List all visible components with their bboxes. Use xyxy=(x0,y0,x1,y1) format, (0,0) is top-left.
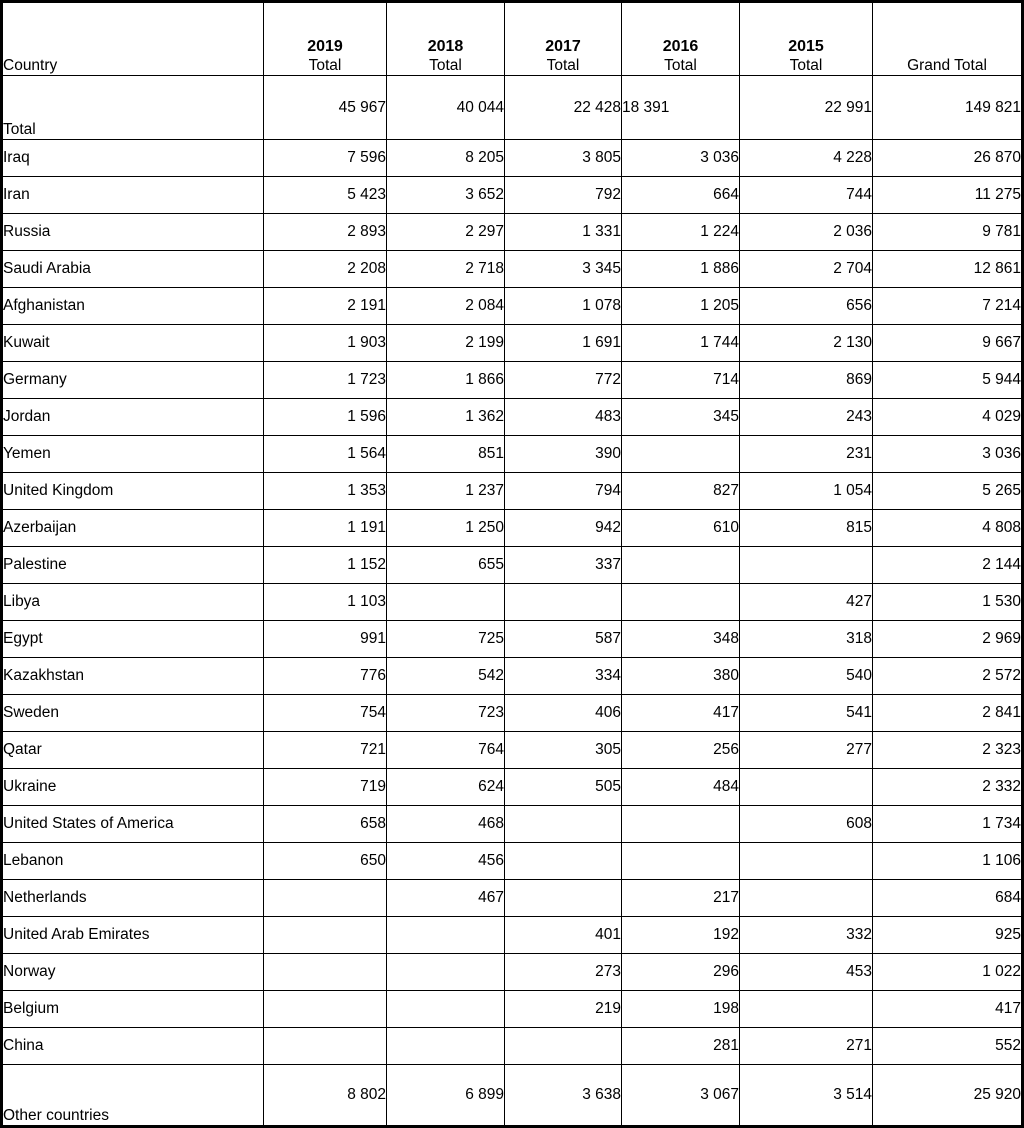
row-value-2019: 1 103 xyxy=(264,584,387,621)
row-value-2019: 1 903 xyxy=(264,325,387,362)
total-row-2019: 45 967 xyxy=(264,76,387,140)
row-value-grand-total: 417 xyxy=(873,991,1023,1028)
column-header-2019[interactable] xyxy=(264,2,387,76)
row-value-2017: 1 331 xyxy=(505,214,622,251)
row-country-label: Belgium xyxy=(2,991,264,1028)
row-value-grand-total: 9 781 xyxy=(873,214,1023,251)
row-value-2019: 1 191 xyxy=(264,510,387,547)
table-body xyxy=(2,76,1023,140)
other-countries-value-2015: 3 514 xyxy=(740,1065,873,1127)
table-row xyxy=(2,880,1023,917)
table-row xyxy=(2,510,1023,547)
row-value-2015: 277 xyxy=(740,732,873,769)
row-value-2019: 658 xyxy=(264,806,387,843)
row-value-grand-total: 9 667 xyxy=(873,325,1023,362)
row-value-2018: 1 250 xyxy=(387,510,505,547)
row-country-label: Ukraine xyxy=(2,769,264,806)
row-country-label: Azerbaijan xyxy=(2,510,264,547)
table-row xyxy=(2,325,1023,362)
row-value-2017: 401 xyxy=(505,917,622,954)
row-value-2015 xyxy=(740,547,873,584)
row-value-grand-total: 2 969 xyxy=(873,621,1023,658)
row-value-2016: 1 886 xyxy=(622,251,740,288)
row-value-2019: 2 191 xyxy=(264,288,387,325)
table-row xyxy=(2,288,1023,325)
row-country-label: Afghanistan xyxy=(2,288,264,325)
row-value-2015 xyxy=(740,769,873,806)
row-value-2016: 827 xyxy=(622,473,740,510)
table-row xyxy=(2,954,1023,991)
total-row xyxy=(2,76,1023,140)
row-value-2015: 453 xyxy=(740,954,873,991)
row-value-2017 xyxy=(505,843,622,880)
row-value-2018: 542 xyxy=(387,658,505,695)
row-country-label: Russia xyxy=(2,214,264,251)
row-value-2018: 2 718 xyxy=(387,251,505,288)
row-value-grand-total: 4 808 xyxy=(873,510,1023,547)
row-country-label: Netherlands xyxy=(2,880,264,917)
row-value-2016: 484 xyxy=(622,769,740,806)
row-value-2016: 417 xyxy=(622,695,740,732)
row-value-2016: 1 744 xyxy=(622,325,740,362)
table-row xyxy=(2,843,1023,880)
row-value-2017: 483 xyxy=(505,399,622,436)
row-value-2016 xyxy=(622,806,740,843)
header-row xyxy=(2,2,1023,76)
row-country-label: Norway xyxy=(2,954,264,991)
table-row xyxy=(2,621,1023,658)
table-row xyxy=(2,436,1023,473)
column-header-2018-sub: Total xyxy=(429,57,462,75)
row-value-2017 xyxy=(505,584,622,621)
row-value-2015: 541 xyxy=(740,695,873,732)
row-value-2018 xyxy=(387,584,505,621)
table-row xyxy=(2,214,1023,251)
row-value-2017: 587 xyxy=(505,621,622,658)
table-row xyxy=(2,991,1023,1028)
row-value-2016: 380 xyxy=(622,658,740,695)
row-country-label: China xyxy=(2,1028,264,1065)
row-value-2017: 1 078 xyxy=(505,288,622,325)
row-value-2016 xyxy=(622,436,740,473)
row-value-2015: 744 xyxy=(740,177,873,214)
row-value-2016: 217 xyxy=(622,880,740,917)
row-value-2016: 256 xyxy=(622,732,740,769)
row-value-2018: 1 866 xyxy=(387,362,505,399)
column-header-2016-sub: Total xyxy=(664,57,697,75)
row-value-2016: 348 xyxy=(622,621,740,658)
row-value-grand-total: 2 841 xyxy=(873,695,1023,732)
row-value-grand-total: 1 022 xyxy=(873,954,1023,991)
row-value-2018: 1 362 xyxy=(387,399,505,436)
row-value-2015 xyxy=(740,880,873,917)
total-row-grand-total: 149 821 xyxy=(873,76,1023,140)
row-value-2015: 656 xyxy=(740,288,873,325)
row-value-2016: 610 xyxy=(622,510,740,547)
row-country-label: Qatar xyxy=(2,732,264,769)
row-value-2019: 754 xyxy=(264,695,387,732)
table-row xyxy=(2,769,1023,806)
row-value-2019: 1 353 xyxy=(264,473,387,510)
row-value-2016: 1 205 xyxy=(622,288,740,325)
row-value-2015: 318 xyxy=(740,621,873,658)
row-value-2019: 991 xyxy=(264,621,387,658)
row-value-2018: 468 xyxy=(387,806,505,843)
row-value-2019: 1 564 xyxy=(264,436,387,473)
row-value-2018: 3 652 xyxy=(387,177,505,214)
row-value-2017: 406 xyxy=(505,695,622,732)
row-value-2018: 2 084 xyxy=(387,288,505,325)
column-header-2016-year: 2016 xyxy=(662,37,699,55)
row-value-2019: 7 596 xyxy=(264,140,387,177)
row-value-2018: 2 297 xyxy=(387,214,505,251)
row-value-2017: 3 345 xyxy=(505,251,622,288)
row-value-2019: 719 xyxy=(264,769,387,806)
row-value-2016: 198 xyxy=(622,991,740,1028)
row-value-2015: 540 xyxy=(740,658,873,695)
row-value-grand-total: 1 734 xyxy=(873,806,1023,843)
row-value-2018: 725 xyxy=(387,621,505,658)
row-country-label: Sweden xyxy=(2,695,264,732)
row-value-2016 xyxy=(622,584,740,621)
row-country-label: Saudi Arabia xyxy=(2,251,264,288)
row-value-2018 xyxy=(387,1028,505,1065)
row-value-grand-total: 552 xyxy=(873,1028,1023,1065)
row-value-2016 xyxy=(622,843,740,880)
row-value-2019: 1 723 xyxy=(264,362,387,399)
row-value-2018: 456 xyxy=(387,843,505,880)
column-header-country[interactable]: Country xyxy=(2,2,264,76)
row-value-2017: 942 xyxy=(505,510,622,547)
row-value-2019: 650 xyxy=(264,843,387,880)
table-row xyxy=(2,917,1023,954)
row-value-2017: 1 691 xyxy=(505,325,622,362)
row-value-2019: 5 423 xyxy=(264,177,387,214)
row-value-2015: 2 036 xyxy=(740,214,873,251)
total-row-2016: 18 391 xyxy=(622,76,740,140)
row-value-2017: 3 805 xyxy=(505,140,622,177)
row-value-grand-total: 2 144 xyxy=(873,547,1023,584)
table-row xyxy=(2,177,1023,214)
row-value-2017: 794 xyxy=(505,473,622,510)
row-country-label: Germany xyxy=(2,362,264,399)
row-value-2015: 815 xyxy=(740,510,873,547)
row-value-grand-total: 26 870 xyxy=(873,140,1023,177)
other-countries-value-2016: 3 067 xyxy=(622,1065,740,1127)
row-value-2019: 1 596 xyxy=(264,399,387,436)
column-header-2018[interactable] xyxy=(387,2,505,76)
column-header-2017-sub: Total xyxy=(546,57,580,75)
column-header-2015-sub: Total xyxy=(789,57,823,75)
row-value-2018: 8 205 xyxy=(387,140,505,177)
table-row xyxy=(2,658,1023,695)
row-value-2018 xyxy=(387,991,505,1028)
row-value-2016: 192 xyxy=(622,917,740,954)
row-value-2018 xyxy=(387,917,505,954)
row-value-2018: 1 237 xyxy=(387,473,505,510)
table-row xyxy=(2,362,1023,399)
other-countries-value-2019: 8 802 xyxy=(264,1065,387,1127)
row-value-grand-total: 11 275 xyxy=(873,177,1023,214)
data-rows xyxy=(2,140,1023,1127)
row-value-grand-total: 2 332 xyxy=(873,769,1023,806)
row-value-2015: 427 xyxy=(740,584,873,621)
row-value-2019: 2 208 xyxy=(264,251,387,288)
row-country-label: United Kingdom xyxy=(2,473,264,510)
row-value-2015: 608 xyxy=(740,806,873,843)
row-value-2019: 721 xyxy=(264,732,387,769)
row-value-grand-total: 4 029 xyxy=(873,399,1023,436)
table-row xyxy=(2,695,1023,732)
row-value-grand-total: 1 106 xyxy=(873,843,1023,880)
other-countries-row xyxy=(2,1065,1023,1127)
row-value-grand-total: 7 214 xyxy=(873,288,1023,325)
row-value-2019 xyxy=(264,880,387,917)
row-value-grand-total: 1 530 xyxy=(873,584,1023,621)
row-value-2019: 1 152 xyxy=(264,547,387,584)
row-value-2019: 2 893 xyxy=(264,214,387,251)
row-country-label: Lebanon xyxy=(2,843,264,880)
table-row xyxy=(2,547,1023,584)
row-value-2017: 273 xyxy=(505,954,622,991)
row-value-2016: 714 xyxy=(622,362,740,399)
row-value-2015: 271 xyxy=(740,1028,873,1065)
row-value-2017: 505 xyxy=(505,769,622,806)
total-row-2015: 22 991 xyxy=(740,76,873,140)
row-value-2015: 2 704 xyxy=(740,251,873,288)
row-value-2015 xyxy=(740,991,873,1028)
row-value-2017: 792 xyxy=(505,177,622,214)
row-value-2017: 219 xyxy=(505,991,622,1028)
column-header-2017-year: 2017 xyxy=(545,37,581,55)
table-row xyxy=(2,806,1023,843)
total-row-2017: 22 428 xyxy=(505,76,622,140)
row-value-2015: 869 xyxy=(740,362,873,399)
row-value-2015: 2 130 xyxy=(740,325,873,362)
column-header-2016[interactable] xyxy=(622,2,740,76)
row-value-2015: 4 228 xyxy=(740,140,873,177)
row-value-2016: 281 xyxy=(622,1028,740,1065)
row-value-2017: 337 xyxy=(505,547,622,584)
column-header-2017[interactable] xyxy=(505,2,622,76)
row-country-label: Kazakhstan xyxy=(2,658,264,695)
table-row xyxy=(2,584,1023,621)
other-countries-label: Other countries xyxy=(2,1065,264,1127)
row-country-label: Iran xyxy=(2,177,264,214)
row-value-2016: 3 036 xyxy=(622,140,740,177)
row-country-label: Kuwait xyxy=(2,325,264,362)
row-value-grand-total: 925 xyxy=(873,917,1023,954)
row-value-2018: 764 xyxy=(387,732,505,769)
total-row-2018: 40 044 xyxy=(387,76,505,140)
row-value-2016: 345 xyxy=(622,399,740,436)
row-value-2019 xyxy=(264,1028,387,1065)
total-row-label: Total xyxy=(2,76,264,140)
row-value-2018 xyxy=(387,954,505,991)
row-value-2017: 390 xyxy=(505,436,622,473)
row-value-2019 xyxy=(264,917,387,954)
row-value-grand-total: 2 323 xyxy=(873,732,1023,769)
row-value-grand-total: 3 036 xyxy=(873,436,1023,473)
column-header-2019-year: 2019 xyxy=(307,37,343,55)
row-value-2016: 296 xyxy=(622,954,740,991)
row-country-label: Palestine xyxy=(2,547,264,584)
row-country-label: Libya xyxy=(2,584,264,621)
row-value-grand-total: 12 861 xyxy=(873,251,1023,288)
column-header-grand-total[interactable]: Grand Total xyxy=(873,2,1023,76)
row-country-label: Egypt xyxy=(2,621,264,658)
row-value-2016: 664 xyxy=(622,177,740,214)
table-row xyxy=(2,140,1023,177)
table-row xyxy=(2,1028,1023,1065)
row-value-2017 xyxy=(505,806,622,843)
row-country-label: Jordan xyxy=(2,399,264,436)
row-value-2019: 776 xyxy=(264,658,387,695)
row-value-2017 xyxy=(505,1028,622,1065)
row-value-2017 xyxy=(505,880,622,917)
other-countries-value-2017: 3 638 xyxy=(505,1065,622,1127)
column-header-2019-sub: Total xyxy=(308,57,342,75)
column-header-2018-year: 2018 xyxy=(427,37,464,55)
row-value-2015: 243 xyxy=(740,399,873,436)
table-row xyxy=(2,251,1023,288)
row-value-2017: 305 xyxy=(505,732,622,769)
row-value-grand-total: 2 572 xyxy=(873,658,1023,695)
table-row xyxy=(2,399,1023,436)
row-country-label: Iraq xyxy=(2,140,264,177)
row-value-grand-total: 5 265 xyxy=(873,473,1023,510)
row-value-2018: 624 xyxy=(387,769,505,806)
row-value-2015 xyxy=(740,843,873,880)
row-value-2015: 231 xyxy=(740,436,873,473)
row-value-2016 xyxy=(622,547,740,584)
row-value-2019 xyxy=(264,954,387,991)
row-value-2015: 1 054 xyxy=(740,473,873,510)
row-value-2015: 332 xyxy=(740,917,873,954)
row-value-2018: 723 xyxy=(387,695,505,732)
row-value-2019 xyxy=(264,991,387,1028)
other-countries-value-2018: 6 899 xyxy=(387,1065,505,1127)
row-value-2018: 467 xyxy=(387,880,505,917)
row-value-2018: 851 xyxy=(387,436,505,473)
row-value-2016: 1 224 xyxy=(622,214,740,251)
row-value-2017: 334 xyxy=(505,658,622,695)
row-value-grand-total: 5 944 xyxy=(873,362,1023,399)
table-row xyxy=(2,473,1023,510)
other-countries-value-grand-total: 25 920 xyxy=(873,1065,1023,1127)
table-header xyxy=(2,2,1023,76)
row-country-label: United Arab Emirates xyxy=(2,917,264,954)
row-value-grand-total: 684 xyxy=(873,880,1023,917)
row-country-label: Yemen xyxy=(2,436,264,473)
row-country-label: United States of America xyxy=(2,806,264,843)
column-header-2015[interactable] xyxy=(740,2,873,76)
column-header-2015-year: 2015 xyxy=(788,37,824,55)
row-value-2017: 772 xyxy=(505,362,622,399)
row-value-2018: 655 xyxy=(387,547,505,584)
row-value-2018: 2 199 xyxy=(387,325,505,362)
table-row xyxy=(2,732,1023,769)
